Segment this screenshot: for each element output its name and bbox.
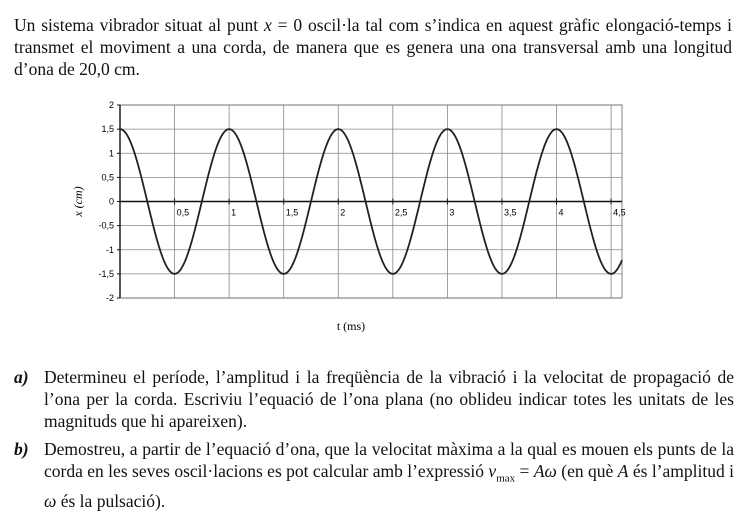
question-b-text-4: és la pulsació).: [56, 490, 166, 511]
chart-axes: [120, 105, 622, 298]
x-tick-label: 3: [449, 207, 455, 218]
question-a-text: Determineu el període, l’amplitud i la freqüència de la vibració i la velocitat de propagació de l’ona per la corda. Escriviu l’equació de l’ona plana (no oblideu indicar totes les unitats de les magnituds que hi apareixen).: [44, 367, 734, 431]
x-tick-label: 4: [558, 207, 564, 218]
x-tick-label: 1: [231, 207, 237, 218]
question-b-text-2: (en què: [556, 461, 618, 481]
y-tick-label: -1,5: [98, 268, 114, 279]
y-tick-label: -0,5: [98, 220, 114, 231]
problem-statement: [14, 14, 732, 80]
question-b-text: [44, 438, 734, 512]
formula-omega: ω: [544, 461, 557, 481]
y-tick-label: -1: [105, 244, 114, 255]
y-tick-label: 0,5: [101, 172, 114, 183]
formula-a: A: [533, 461, 545, 481]
question-b-label: b): [14, 439, 29, 459]
x-axis-label: t (ms): [336, 319, 366, 333]
y-axis-label: x (cm): [71, 186, 85, 217]
y-tick-label: -2: [105, 293, 114, 303]
question-b-text-1: Demostreu, a partir de l’equació d’ona, que la velocitat màxima a la qual es mouen els punts de la corda en les seves oscil·lacions es pot calcular amb l’expressió: [44, 439, 734, 481]
y-tick-label: 1: [108, 148, 114, 159]
intro-text-1: Un sistema vibrador situat al punt: [14, 15, 265, 35]
question-a-label: a): [14, 367, 29, 387]
x-tick-label: 3,5: [503, 207, 517, 218]
var-a: A: [617, 461, 629, 481]
y-tick-label: 0: [108, 196, 114, 207]
intro-eq-zero: = 0: [271, 15, 303, 35]
x-tick-label: 2: [340, 207, 346, 218]
intro-var-x: x: [264, 15, 272, 35]
y-tick-label: 1,5: [101, 124, 114, 135]
formula-eq: =: [515, 461, 534, 481]
question-b-text-3: és l’amplitud i: [628, 461, 734, 481]
x-tick-label: 0,5: [176, 207, 190, 218]
intro-text-2: oscil·la tal com s’indica en aquest gràfic elongació-temps i transmet el moviment a una corda, de manera que es genera una ona transversal amb una longitud d’ona de 20,0 cm.: [14, 15, 733, 79]
y-tick-labels: [98, 100, 120, 303]
x-tick-label: 1,5: [285, 207, 299, 218]
question-a: [14, 366, 734, 432]
elongation-time-chart: [60, 100, 640, 340]
var-omega: ω: [44, 490, 57, 511]
x-tick-label: 2,5: [394, 207, 408, 218]
formula-v: v: [488, 461, 497, 481]
question-b: [14, 438, 734, 512]
formula-max: max: [496, 472, 516, 485]
y-tick-label: 2: [108, 100, 114, 110]
x-tick-label: 4,5: [613, 207, 626, 218]
